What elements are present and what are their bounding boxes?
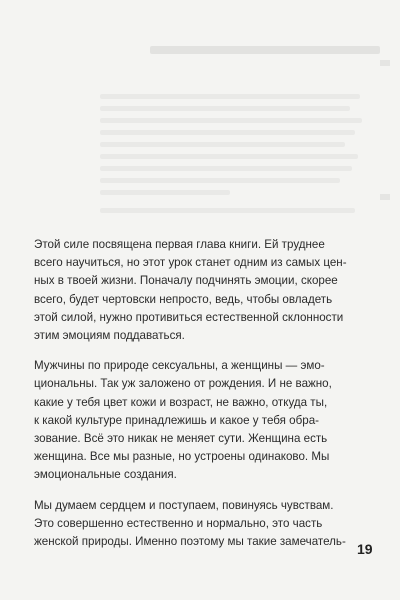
text-line: циональны. Так уж заложено от рождения. И не важно,	[34, 377, 332, 391]
text-line: женщина. Все мы разные, но устроены одинаково. Мы	[34, 450, 330, 464]
paragraph-2	[34, 357, 356, 484]
paragraph-3	[34, 497, 356, 552]
text-line: Мы думаем сердцем и поступаем, повинуясь чувствам.	[34, 498, 334, 512]
body-text	[34, 236, 356, 563]
text-line: этой силой, нужно противиться естественной склонности	[34, 310, 344, 324]
text-line: Этой силе посвящена первая глава книги. Ей труднее	[34, 238, 325, 251]
text-line: всего, будет чертовски непросто, ведь, чтобы овладеть	[34, 292, 333, 306]
text-line: к какой культуре принадлежишь и какое у тебя обра-	[34, 413, 320, 427]
page-number: 19	[357, 541, 373, 557]
paragraph-1	[34, 236, 356, 345]
text-line: Мужчины по природе сексуальны, а женщины — эмо-	[34, 359, 325, 373]
text-line: Это совершенно естественно и нормально, это часть	[34, 516, 323, 530]
show-through-text	[30, 30, 390, 220]
text-line: зование. Всё это никак не меняет сути. Женщина есть	[34, 432, 328, 446]
text-line: этим эмоциям поддаваться.	[34, 329, 185, 343]
text-line: всего научиться, но этот урок станет одним из самых цен-	[34, 256, 347, 270]
text-line: какие у тебя цвет кожи и возраст, не важно, откуда ты,	[34, 395, 328, 409]
text-line: ных в твоей жизни. Поначалу подчинять эмоции, скорее	[34, 274, 338, 288]
text-line: женской природы. Именно поэтому мы такие замечатель-	[34, 535, 346, 549]
text-line: эмоциональные создания.	[34, 468, 177, 482]
